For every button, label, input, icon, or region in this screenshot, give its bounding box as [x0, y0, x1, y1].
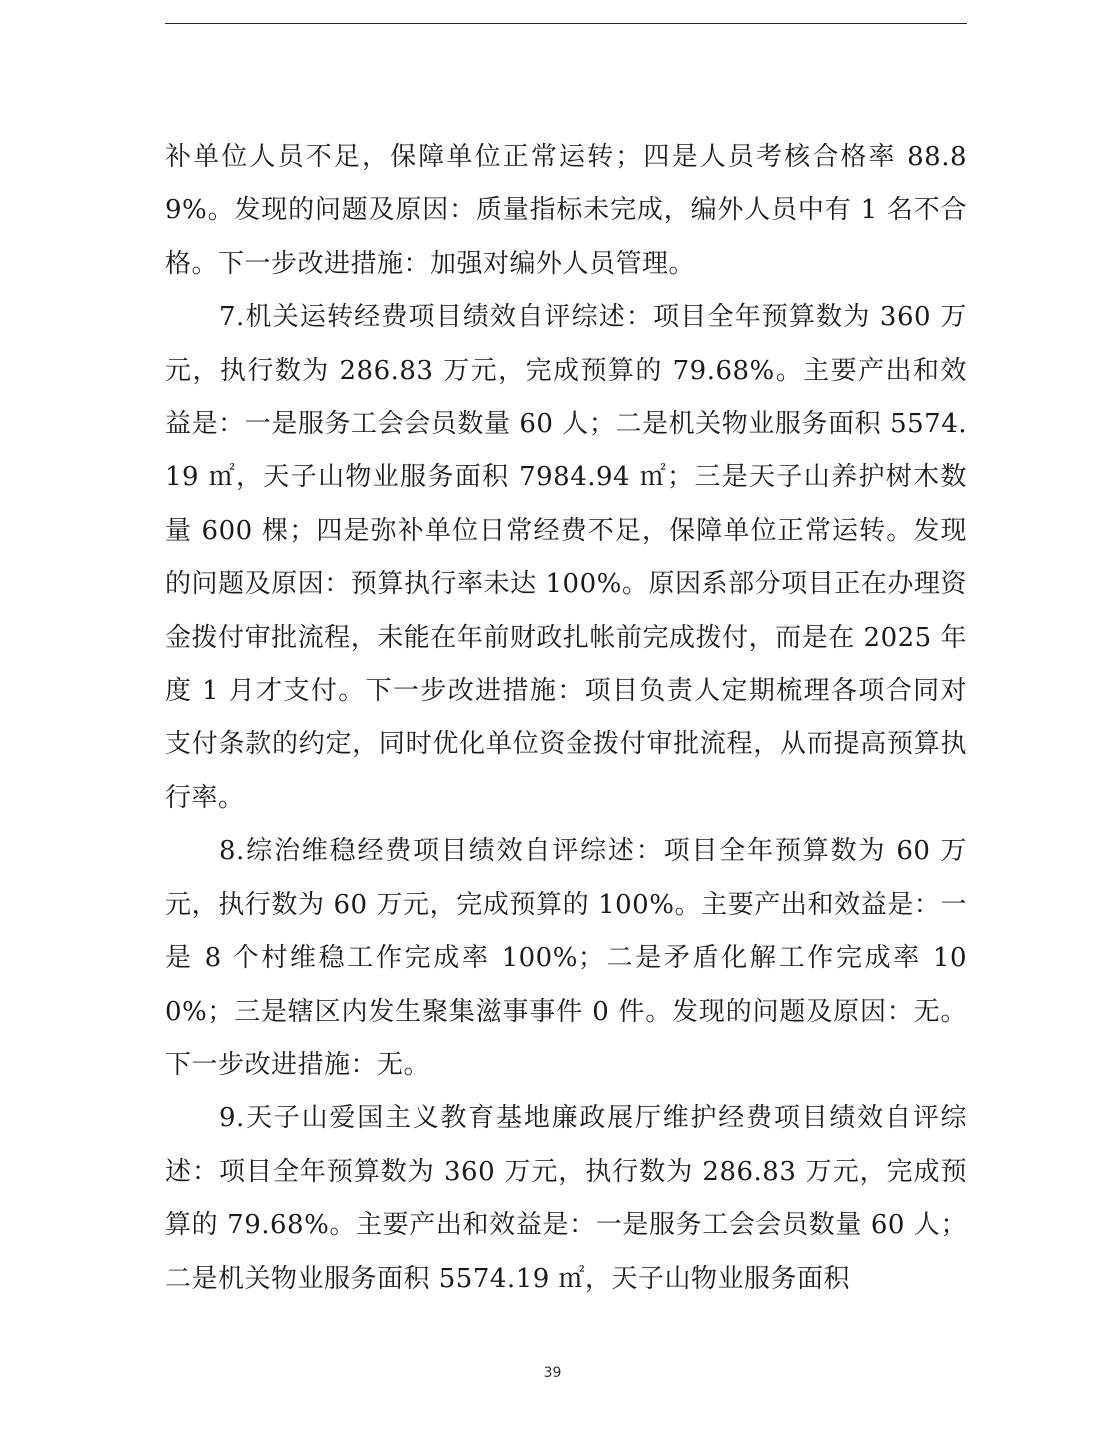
header-rule [165, 23, 967, 24]
paragraph-item-9: 9.天子山爱国主义教育基地廉政展厅维护经费项目绩效自评综述：项目全年预算数为 360 万元，执行数为 286.83 万元，完成预算的 79.68%。主要产出和效益是：一是服务工会会员数量 60 人；二是机关物业服务面积 5574.19 ㎡，天子山物业服务面积 [165, 1103, 967, 1294]
paragraph-item-8: 8.综治维稳经费项目绩效自评综述：项目全年预算数为 60 万元，执行数为 60 万元，完成预算的 100%。主要产出和效益是：一是 8 个村维稳工作完成率 100%；二是矛盾化解工作完成率 100%；三是辖区内发生聚集滋事事件 0 件。发现的问题及原因：无。下一步改进措施：无。 [165, 836, 967, 1080]
page-number: 39 [543, 1365, 562, 1381]
document-body [165, 131, 967, 1306]
paragraph-continuation: 补单位人员不足，保障单位正常运转；四是人员考核合格率 88.89%。发现的问题及原因：质量指标未完成，编外人员中有 1 名不合格。下一步改进措施：加强对编外人员管理。 [165, 142, 967, 279]
paragraph-item-7: 7.机关运转经费项目绩效自评综述：项目全年预算数为 360 万元，执行数为 286.83 万元，完成预算的 79.68%。主要产出和效益是：一是服务工会会员数量 60 人；二是机关物业服务面积 5574.19 ㎡，天子山物业服务面积 7984.94 ㎡；三是天子山养护树木数量 600 棵；四是弥补单位日常经费不足，保障单位正常运转。发现的问题及原因：预算执行率未达 100%。原因系部分项目正在办理资金拨付审批流程，未能在年前财政扎帐前完成拨付，而是在 2025 年度 1 月才支付。下一步改进措施：项目负责人定期梳理各项合同对支付条款的约定，同时优化单位资金拨付审批流程，从而提高预算执行率。 [165, 302, 967, 813]
